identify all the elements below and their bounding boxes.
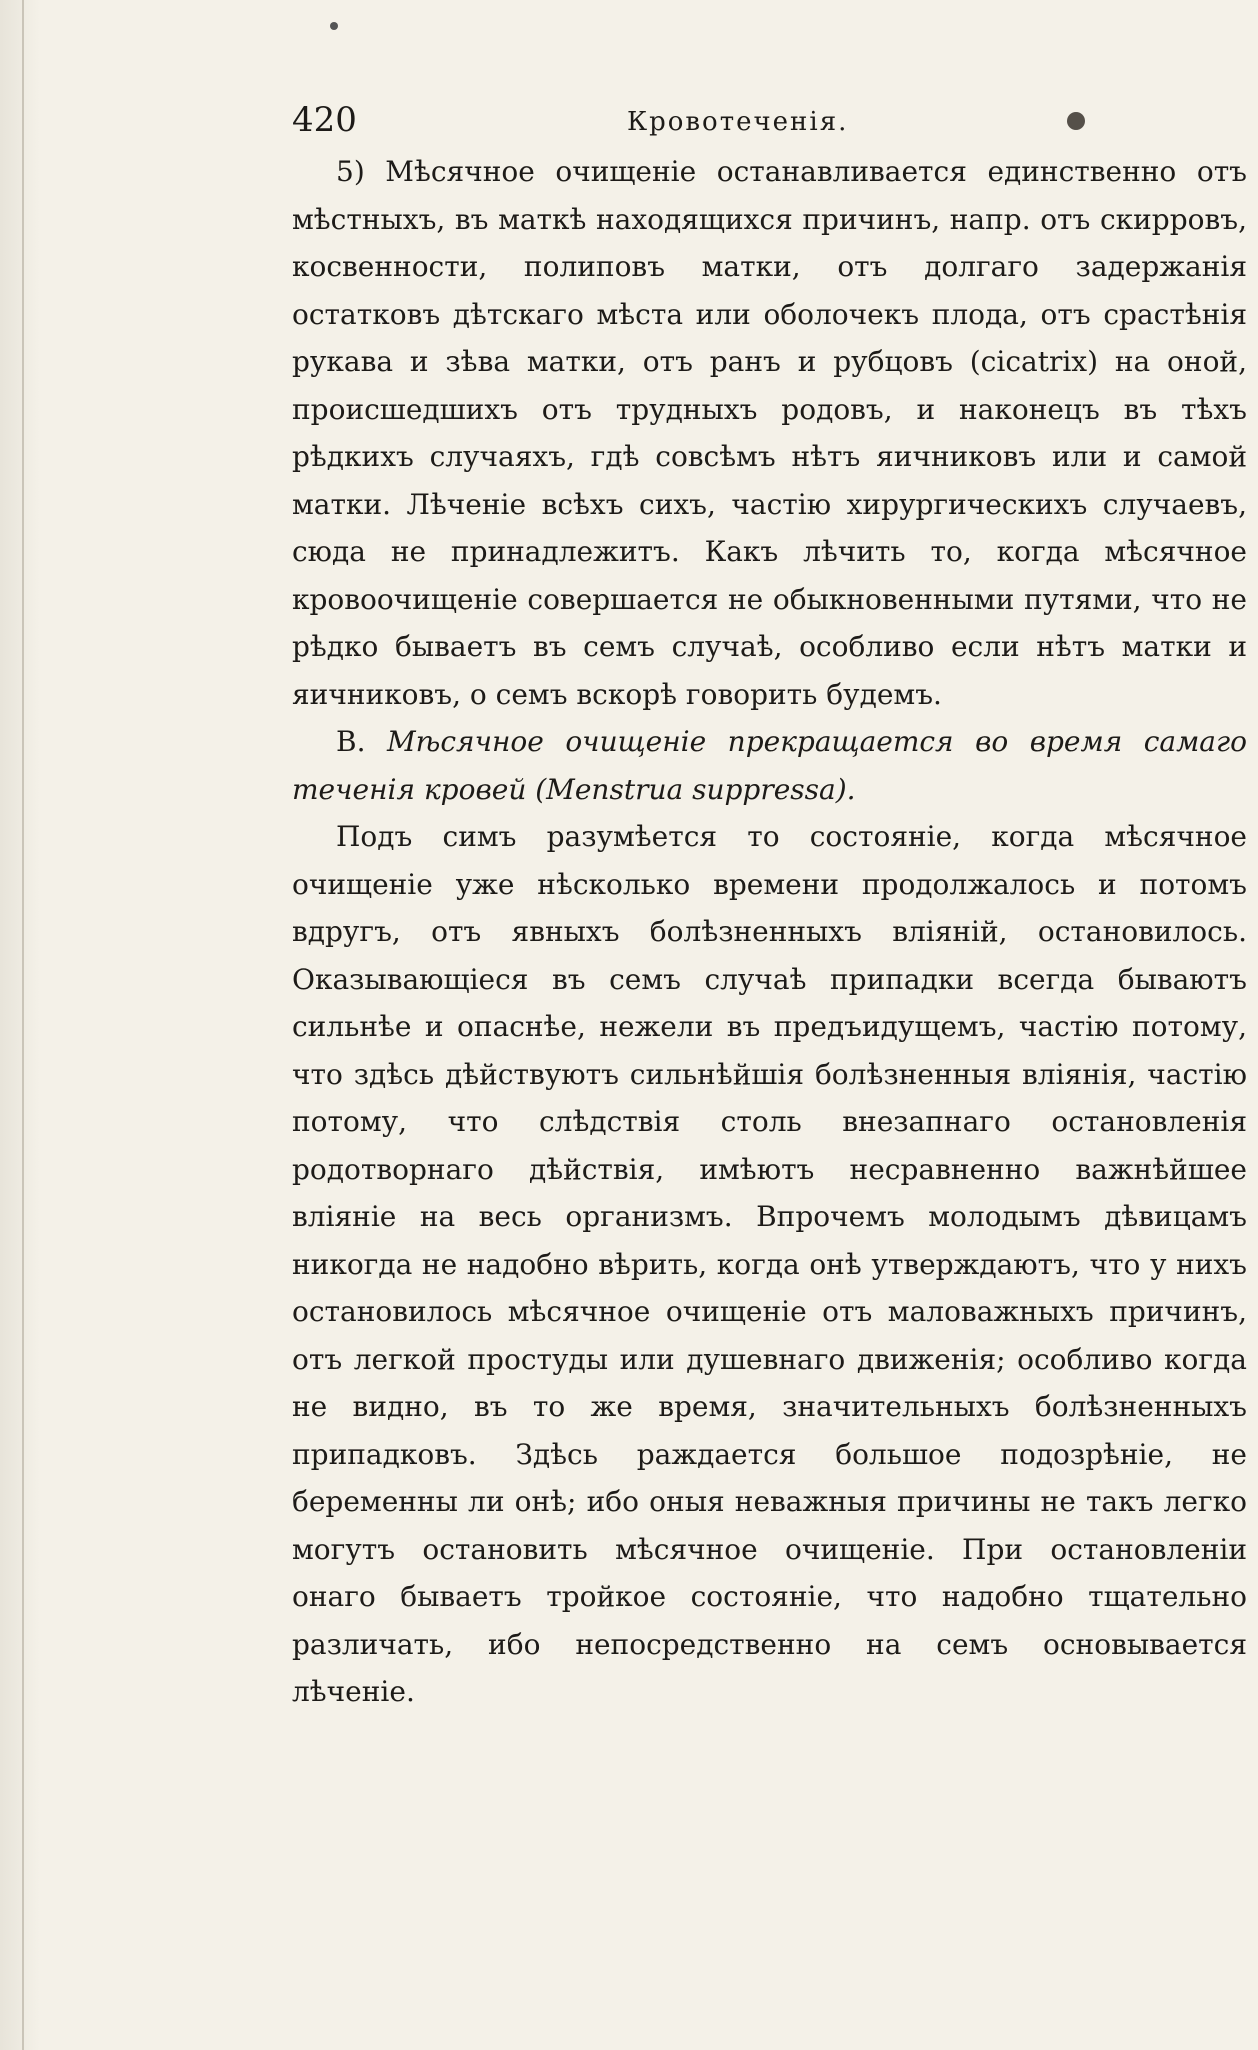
paragraph-1: 5) Мѣсячное очищеніе останавливается единственно отъ мѣстныхъ, въ маткѣ находящихся причинъ, напр. отъ скирровъ, косвенности, полиповъ матки, отъ долгаго задержанія остатковъ дѣтскаго мѣста или оболочекъ плода, отъ срастѣнія рукава и зѣва матки, отъ ранъ и рубцовъ (cicatrix) на оной, происшедшихъ отъ трудныхъ родовъ, и наконецъ въ тѣхъ рѣдкихъ случаяхъ, гдѣ совсѣмъ нѣтъ яичниковъ или и самой матки. Лѣченіе всѣхъ сихъ, частію хирургическихъ случаевъ, сюда не принадлежитъ. Какъ лѣчить то, когда мѣсячное кровоочищеніе совершается не обыкновенными путями, что не рѣдко бываетъ въ семъ случаѣ, особливо если нѣтъ матки и яичниковъ, о семъ вскорѣ говорить будемъ. (292, 155, 1247, 711)
section-title: Мѣсячное очищеніе прекращается во время самаго теченія кровей (Menstrua suppressa). (292, 725, 1247, 806)
paragraph-2: Подъ симъ разумѣется то состояніе, когда мѣсячное очищеніе уже нѣсколько времени продолжалось и потомъ вдругъ, отъ явныхъ болѣзненныхъ вліяній, остановилось. Оказывающіеся въ семъ случаѣ припадки всегда бываютъ сильнѣе и опаснѣе, нежели въ предъидущемъ, частію потому, что здѣсь дѣйствуютъ сильнѣйшія болѣзненныя вліянія, частію потому, что слѣдствія столь внезапнаго остановленія родотворнаго дѣйствія, имѣютъ несравненно важнѣйшее вліяніе на весь организмъ. Впрочемъ молодымъ дѣвицамъ никогда не надобно вѣрить, когда онѣ утверждаютъ, что у нихъ остановилось мѣсячное очищеніе отъ маловажныхъ причинъ, отъ легкой простуды или душевнаго движенія; особливо когда не видно, въ то же время, значительныхъ болѣзненныхъ припадковъ. Здѣсь раждается большое подозрѣніе, не беременны ли онѣ; ибо оныя неважныя причины не такъ легко могутъ остановить мѣсячное очищеніе. При остановленіи онаго бываетъ тройкое состояніе, что надобно тщательно различать, ибо непосредственно на семъ основывается лѣченіе. (292, 820, 1247, 1708)
running-head: Кровотеченія. (627, 107, 849, 137)
page-header (292, 100, 1082, 140)
page-gutter (22, 0, 24, 2050)
section-label: В. (336, 725, 366, 758)
section-heading (292, 718, 1247, 813)
ink-speck (330, 22, 338, 30)
ink-dot-icon (1067, 112, 1085, 130)
body-text (292, 148, 1247, 1716)
page-number: 420 (292, 100, 357, 140)
